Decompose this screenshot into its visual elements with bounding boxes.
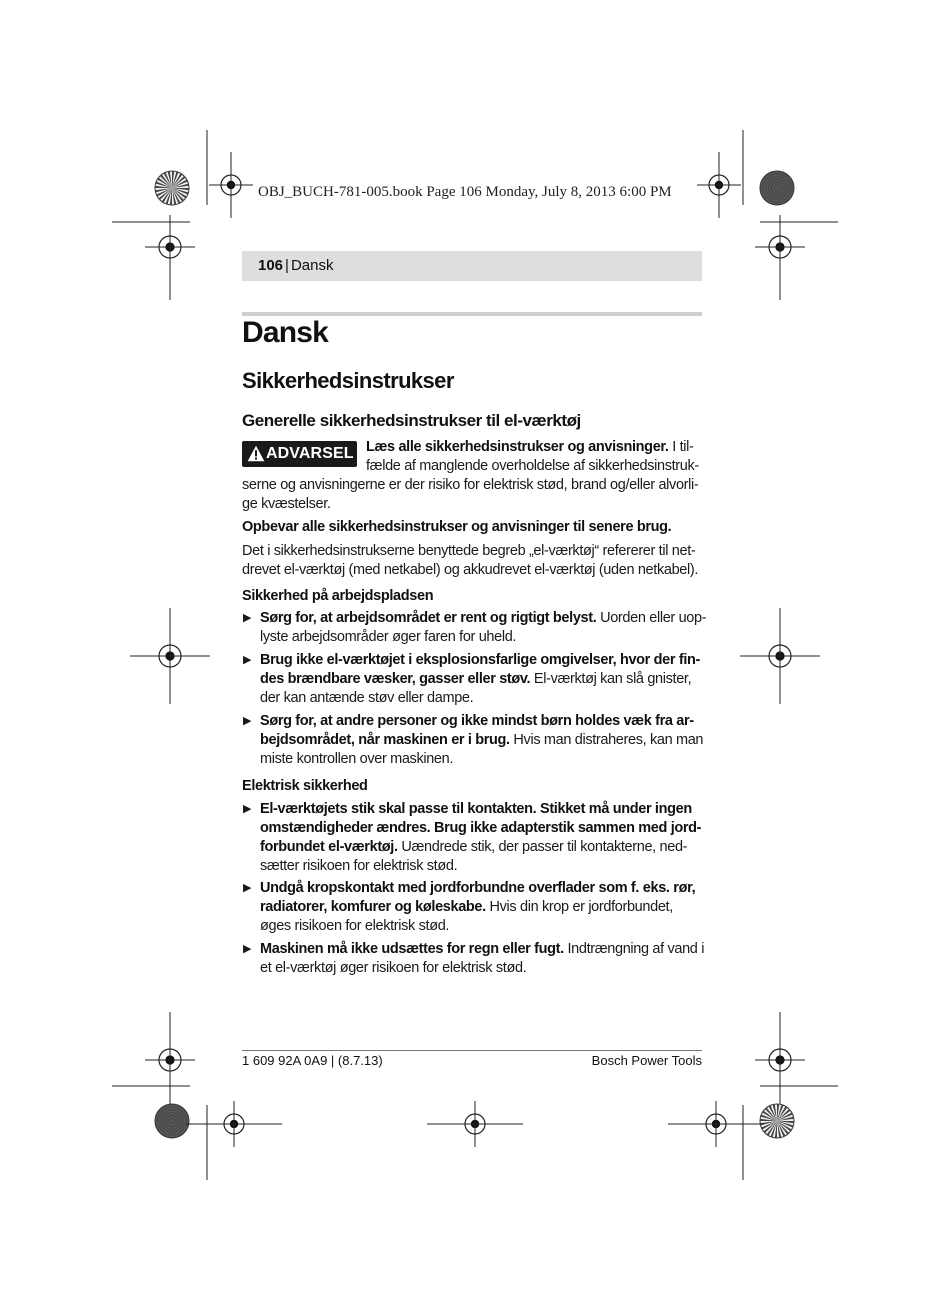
regular-text: Uændrede stik, der passer til kontakterne, ned- xyxy=(397,839,688,855)
intro-line-4: ge kvæstelser. xyxy=(242,496,331,512)
workplace-heading: Sikkerhed på arbejdspladsen xyxy=(242,588,434,604)
warning-badge xyxy=(242,441,357,467)
bold-text: Sørg for, at andre personer og ikke mindst børn holdes væk fra ar- xyxy=(260,713,694,729)
regular-text: et el-værktøj øger risikoen for elektrisk stød. xyxy=(260,960,527,976)
bold-text: Maskinen må ikke udsættes for regn eller fugt. xyxy=(260,941,564,957)
bold-text: El-værktøjets stik skal passe til kontakten. Stikket må under ingen xyxy=(260,801,692,817)
regular-text: der kan antænde støv eller dampe. xyxy=(260,690,474,706)
definition-line-1: Det i sikkerhedsinstrukserne benyttede begreb „el-værktøj“ refererer til net- xyxy=(242,543,696,559)
section-heading: Generelle sikkerhedsinstrukser til el-værktøj xyxy=(242,411,581,430)
definition-line-2: drevet el-værktøj (med netkabel) og akkudrevet el-værktøj (uden netkabel). xyxy=(242,562,699,578)
bold-text: radiatorer, komfurer og køleskabe. xyxy=(260,899,486,915)
workplace-item-line xyxy=(260,712,706,731)
page-title: Dansk xyxy=(242,316,329,349)
page-header xyxy=(258,257,333,274)
density-disc-mark xyxy=(155,1104,189,1138)
regular-text: El-værktøj kan slå gnister, xyxy=(530,671,692,687)
electrical-item-line xyxy=(260,857,706,876)
workplace-item-line xyxy=(260,731,706,750)
electrical-item-line xyxy=(260,800,706,819)
intro-bold: Læs alle sikkerhedsinstrukser og anvisninger. xyxy=(366,439,669,455)
bullet-arrow-icon: ▶ xyxy=(243,943,252,955)
intro-line-1 xyxy=(366,438,694,457)
workplace-item-line xyxy=(260,670,706,689)
intro-line-2: fælde af manglende overholdelse af sikkerhedsinstruk- xyxy=(366,458,699,474)
regular-text: øges risikoen for elektrisk stød. xyxy=(260,918,450,934)
header-section: Dansk xyxy=(290,257,334,274)
regular-text: Uorden eller uop- xyxy=(596,610,707,626)
keep-notice-text: Opbevar alle sikkerhedsinstrukser og anvisninger til senere brug. xyxy=(242,519,672,535)
electrical-item-line xyxy=(260,819,706,838)
footer-code: 1 609 92A 0A9 | (8.7.13) xyxy=(242,1053,383,1068)
electrical-heading: Elektrisk sikkerhed xyxy=(242,778,368,794)
density-disc-mark xyxy=(760,171,794,205)
bullet-arrow-icon: ▶ xyxy=(243,612,252,624)
workplace-item-text xyxy=(260,609,706,647)
bold-text: bejdsområdet, når maskinen er i brug. xyxy=(260,732,510,748)
regular-text: Hvis man distraheres, kan man xyxy=(509,732,704,748)
keep-notice xyxy=(242,518,671,537)
electrical-item-line xyxy=(260,838,706,857)
workplace-item-text xyxy=(260,651,706,708)
page-number: 106 xyxy=(258,257,284,274)
bold-text: Undgå kropskontakt med jordforbundne overflader som f. eks. rør, xyxy=(260,880,696,896)
electrical-item-line xyxy=(260,959,706,978)
bold-text: des brændbare væsker, gasser eller støv. xyxy=(260,671,531,687)
electrical-item-line xyxy=(260,898,706,917)
intro-rest: I til- xyxy=(668,439,694,455)
workplace-item-line xyxy=(260,750,706,769)
electrical-item-text xyxy=(260,800,706,876)
workplace-item-line xyxy=(260,651,706,670)
workplace-item-line xyxy=(260,609,706,628)
intro-line-3: serne og anvisningerne er der risiko for elektrisk stød, brand og/eller alvorli- xyxy=(242,477,699,493)
workplace-item-line xyxy=(260,689,706,708)
workplace-item-line xyxy=(260,628,706,647)
print-info: OBJ_BUCH-781-005.book Page 106 Monday, July 8, 2013 6:00 PM xyxy=(258,184,672,200)
footer-brand: Bosch Power Tools xyxy=(591,1053,702,1068)
electrical-item-line xyxy=(260,879,706,898)
electrical-item-line xyxy=(260,940,706,959)
bullet-arrow-icon: ▶ xyxy=(243,715,252,727)
warning-label: ADVARSEL xyxy=(266,445,354,462)
electrical-item-text xyxy=(260,940,706,978)
bullet-arrow-icon: ▶ xyxy=(243,882,252,894)
header-separator: | xyxy=(285,257,289,274)
bullet-arrow-icon: ▶ xyxy=(243,803,252,815)
workplace-item-text xyxy=(260,712,706,769)
regular-text: sætter risikoen for elektrisk stød. xyxy=(260,858,458,874)
electrical-item-line xyxy=(260,917,706,936)
bold-text: Sørg for, at arbejdsområdet er rent og rigtigt belyst. xyxy=(260,610,597,626)
regular-text: lyste arbejdsområder øger faren for uheld. xyxy=(260,629,517,645)
bullet-arrow-icon: ▶ xyxy=(243,654,252,666)
warning-triangle-icon xyxy=(247,445,265,462)
page-subtitle: Sikkerhedsinstrukser xyxy=(242,368,454,393)
bold-text: omstændigheder ændres. Brug ikke adapterstik sammen med jord- xyxy=(260,820,702,836)
footer-rule xyxy=(242,1050,702,1051)
regular-text: Indtrængning af vand i xyxy=(563,941,705,957)
bold-text: Brug ikke el-værktøjet i eksplosionsfarlige omgivelser, hvor der fin- xyxy=(260,652,700,668)
regular-text: miste kontrollen over maskinen. xyxy=(260,751,454,767)
regular-text: Hvis din krop er jordforbundet, xyxy=(485,899,673,915)
bold-text: forbundet el-værktøj. xyxy=(260,839,398,855)
electrical-item-text xyxy=(260,879,706,936)
